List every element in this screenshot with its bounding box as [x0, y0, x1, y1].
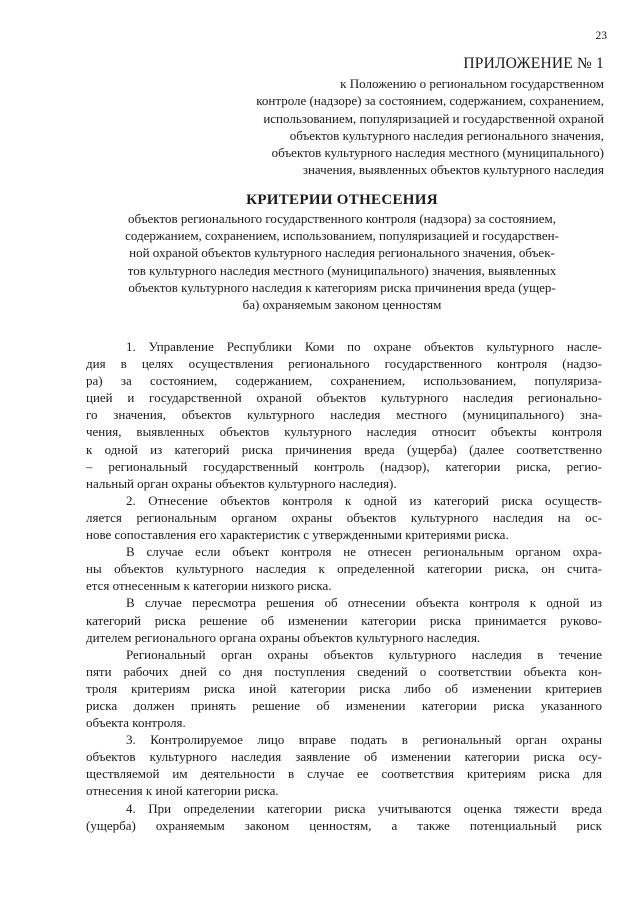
- appendix-line: значения, выявленных объектов культурного наследия: [302, 162, 604, 178]
- body-line: ется отнесенным к категории низкого риска.: [86, 578, 332, 594]
- body-line: 4. При определении категории риска учитываются оценка тяжести вреда: [126, 800, 602, 816]
- body-line: категорий риска решение об изменении категории риска принимается руково-: [86, 612, 602, 628]
- body-line: чения, выявленных объектов культурного наследия относит объекты контроля: [86, 424, 602, 440]
- body-line: ляется региональным органом охраны объектов культурного наследия на ос-: [86, 509, 602, 525]
- body-line: 2. Отнесение объектов контроля к одной из категорий риска осуществ-: [126, 492, 602, 508]
- body-line: нальный орган охраны объектов культурного наследия).: [86, 475, 397, 491]
- body-line: ра) за состоянием, содержанием, сохранением, использованием, популяриза-: [86, 373, 602, 389]
- criteria-subtitle-line: ной охраной объектов культурного наследия регионального значения, объек-: [129, 245, 555, 261]
- body-line: го значения, объектов культурного наследия местного (муниципального) зна-: [86, 407, 602, 423]
- body-line: пяти рабочих дней со дня поступления сведений о соответствии объекта кон-: [86, 663, 602, 679]
- appendix-line: объектов культурного наследия местного (муниципального): [271, 145, 604, 161]
- criteria-title: КРИТЕРИИ ОТНЕСЕНИЯ: [246, 192, 438, 208]
- body-line: отнесения к иной категории риска.: [86, 783, 279, 799]
- body-line: В случае если объект контроля не отнесен региональным органом охра-: [126, 544, 602, 560]
- criteria-subtitle-line: тов культурного наследия местного (муниципального) значения, выявленных: [127, 262, 557, 278]
- body-line: 1. Управление Республики Коми по охране объектов культурного насле-: [126, 339, 602, 354]
- body-line: дителем регионального органа охраны объектов культурного наследия.: [86, 629, 481, 645]
- body-line: Региональный орган охраны объектов культурного наследия в течение: [126, 646, 602, 662]
- body-line: нове сопоставления его характеристик с утвержденными критериями риска.: [86, 527, 509, 543]
- appendix-header: [184, 53, 604, 179]
- body-line: ны объектов культурного наследия к определенной категории риска, он счита-: [86, 561, 602, 577]
- body-line: (ущерба) охраняемым законом ценностям, а также потенциальный риск: [86, 817, 602, 833]
- appendix-line: к Положению о региональном государственном: [340, 76, 604, 91]
- body-line: объекта контроля.: [86, 715, 186, 731]
- body-text: [86, 338, 602, 834]
- body-line: ществляемой им деятельности в случае ее соответствия критериям риска для: [86, 766, 602, 782]
- appendix-title: ПРИЛОЖЕНИЕ № 1: [463, 55, 604, 72]
- appendix-line: использованием, популяризацией и государственной охраной: [263, 110, 604, 126]
- body-line: объектов культурного наследия заявление об изменении категории риска осу-: [86, 749, 602, 765]
- appendix-line: контроле (надзоре) за состоянием, содержанием, сохранением,: [256, 93, 604, 109]
- body-line: – региональный государственный контроль (надзор), категории риска, регио-: [86, 458, 602, 474]
- criteria-subtitle-line: объектов культурного наследия к категориям риска причинения вреда (ущер-: [128, 279, 556, 295]
- body-line: троля критериям риска иной категории риска либо об изменении критериев: [86, 680, 602, 696]
- body-line: риска должен принять решение об изменении категории риска указанного: [86, 697, 602, 713]
- criteria-subtitle-line: объектов регионального государственного контроля (надзора) за состоянием,: [128, 211, 556, 226]
- criteria-subtitle-line: ба) охраняемым законом ценностям: [242, 297, 442, 313]
- body-line: цией и государственной охраной объектов культурного наследия регионально-: [86, 390, 602, 406]
- criteria-heading: [72, 190, 612, 313]
- body-line: дия в целях осуществления регионального государственного контроля (надзо-: [86, 356, 602, 372]
- body-line: В случае пересмотра решения об отнесении объекта контроля к одной из: [126, 595, 602, 611]
- page-number: 23: [595, 30, 607, 42]
- body-line: к одной из категорий риска причинения вреда (ущерба) (далее соответственно: [86, 441, 602, 457]
- criteria-subtitle-line: содержанием, сохранением, использованием, популяризацией и государствен-: [125, 228, 559, 244]
- body-line: 3. Контролируемое лицо вправе подать в региональный орган охраны: [126, 732, 602, 748]
- appendix-line: объектов культурного наследия регионального значения,: [289, 127, 604, 143]
